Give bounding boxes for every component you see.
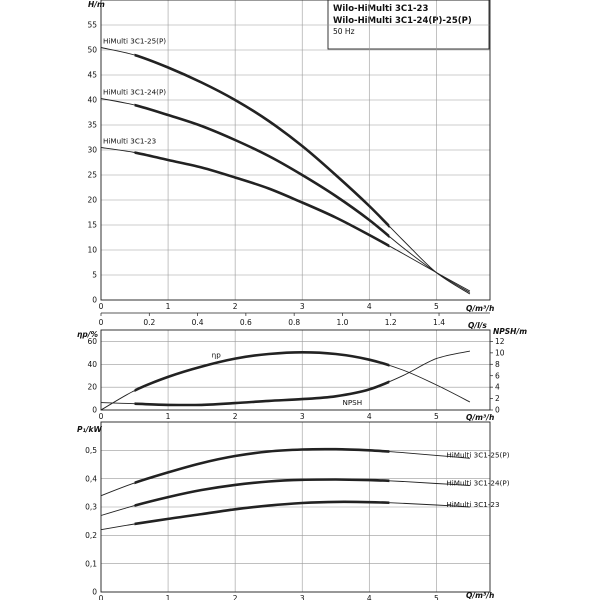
y-tick-label: 10 — [87, 245, 97, 255]
x-tick-label: 5 — [433, 302, 439, 311]
x-tick-label: 5 — [433, 594, 439, 600]
power-panel — [85, 422, 510, 600]
efficiency-x-axis-label: Q/m³/h — [466, 413, 495, 422]
x-tick-label: 1 — [165, 302, 171, 311]
x-tick-label: 3 — [299, 412, 305, 421]
x-tick-label: 4 — [366, 302, 372, 311]
secondary-x-tick-label: 1.0 — [336, 318, 349, 327]
y-tick-label: 30 — [87, 145, 97, 155]
series-line-bold-npsh — [101, 351, 470, 408]
series-label-himulti-3c1-25-p: HiMulti 3C1-25(P) — [446, 450, 510, 460]
title-box — [328, 0, 489, 49]
series-line-bold-himulti-3c1-23 — [101, 148, 470, 292]
x-tick-label: 3 — [299, 302, 305, 311]
secondary-x-tick-label: 0.8 — [288, 318, 301, 327]
y-tick-label: 35 — [87, 120, 97, 130]
y2-tick-label: 0 — [495, 405, 500, 415]
series-label-himulti-3c1-23: HiMulti 3C1-23 — [103, 136, 157, 146]
x-tick-label: 4 — [366, 412, 372, 421]
x-tick-label: 2 — [232, 594, 238, 600]
y-tick-label: 0,1 — [85, 559, 97, 569]
series-line-himulti-3c1-24-p — [101, 480, 470, 516]
y-tick-label: 0,2 — [85, 530, 97, 540]
y2-tick-label: 10 — [495, 348, 505, 358]
series-line-bold-himulti-3c1-25-p — [101, 449, 470, 496]
y-tick-label: 15 — [87, 220, 97, 230]
y2-tick-label: 8 — [495, 359, 500, 369]
series-label-npsh: NPSH — [342, 398, 363, 408]
secondary-x-tick-label: 0.4 — [191, 318, 204, 327]
npsh-y-axis-label: NPSH/m — [493, 327, 528, 336]
series-label-p: ηp — [211, 350, 221, 360]
y2-tick-label: 4 — [495, 382, 500, 392]
efficiency-y-axis-label: ηp/% — [77, 330, 98, 339]
series-line-npsh — [101, 351, 470, 408]
x-tick-label: 2 — [232, 302, 238, 311]
x-tick-label: 1 — [165, 412, 171, 421]
series-label-himulti-3c1-23: HiMulti 3C1-23 — [446, 500, 500, 510]
y-tick-label: 40 — [87, 359, 97, 369]
x-tick-label: 4 — [366, 594, 372, 600]
secondary-x-tick-label: 0 — [98, 318, 104, 327]
series-label-himulti-3c1-25-p: HiMulti 3C1-25(P) — [103, 36, 167, 46]
power-y-axis-label: P₁/kW — [77, 425, 102, 434]
y-tick-label: 0,4 — [85, 474, 97, 484]
y-tick-label: 0,3 — [85, 502, 97, 512]
y2-tick-label: 12 — [495, 337, 505, 347]
x-tick-label: 5 — [433, 412, 439, 421]
series-line-bold-himulti-3c1-23 — [101, 502, 470, 530]
y-tick-label: 5 — [92, 270, 97, 280]
x-tick-label: 1 — [165, 594, 171, 600]
x-tick-label: 3 — [299, 594, 305, 600]
x-tick-label: 0 — [98, 412, 104, 421]
y-tick-label: 50 — [87, 45, 97, 55]
y-tick-label: 0 — [92, 587, 97, 597]
y-tick-label: 20 — [87, 195, 97, 205]
series-line-himulti-3c1-23 — [101, 148, 470, 292]
secondary-x-tick-label: 1.2 — [384, 318, 397, 327]
x-tick-label: 0 — [98, 302, 104, 311]
head-secondary-x-axis-label: Q/l/s — [468, 321, 487, 330]
secondary-x-tick-label: 0.6 — [239, 318, 252, 327]
x-tick-label: 2 — [232, 412, 238, 421]
y-tick-label: 60 — [87, 337, 97, 347]
head-y-axis-label: H/m — [88, 0, 105, 9]
y-tick-label: 55 — [87, 20, 97, 30]
power-x-axis-label: Q/m³/h — [466, 591, 495, 600]
series-line-bold-himulti-3c1-24-p — [101, 480, 470, 516]
secondary-x-tick-label: 1.4 — [433, 318, 445, 327]
series-line-himulti-3c1-25-p — [101, 449, 470, 496]
series-line-himulti-3c1-23 — [101, 502, 470, 530]
chart-title-line1: Wilo-HiMulti 3C1-23 — [333, 4, 429, 14]
y-tick-label: 0 — [92, 295, 97, 305]
series-label-himulti-3c1-24-p: HiMulti 3C1-24(P) — [103, 87, 167, 97]
secondary-x-tick-label: 0.2 — [143, 318, 156, 327]
y-tick-label: 25 — [87, 170, 97, 180]
series-line-bold-p — [101, 352, 470, 410]
y2-tick-label: 2 — [495, 394, 500, 404]
y-tick-label: 20 — [87, 382, 97, 392]
y-tick-label: 0,5 — [85, 445, 97, 455]
y2-tick-label: 6 — [495, 371, 500, 381]
plot-frame — [101, 330, 490, 410]
frequency-label: 50 Hz — [333, 27, 355, 36]
y-tick-label: 0 — [92, 405, 97, 415]
efficiency-npsh-panel — [87, 330, 504, 421]
head-x-axis-label: Q/m³/h — [466, 304, 495, 313]
series-label-himulti-3c1-24-p: HiMulti 3C1-24(P) — [446, 478, 510, 488]
x-tick-label: 0 — [98, 594, 104, 600]
y-tick-label: 45 — [87, 70, 97, 80]
y-tick-label: 40 — [87, 95, 97, 105]
chart-title-line2: Wilo-HiMulti 3C1-24(P)-25(P) — [333, 16, 472, 26]
